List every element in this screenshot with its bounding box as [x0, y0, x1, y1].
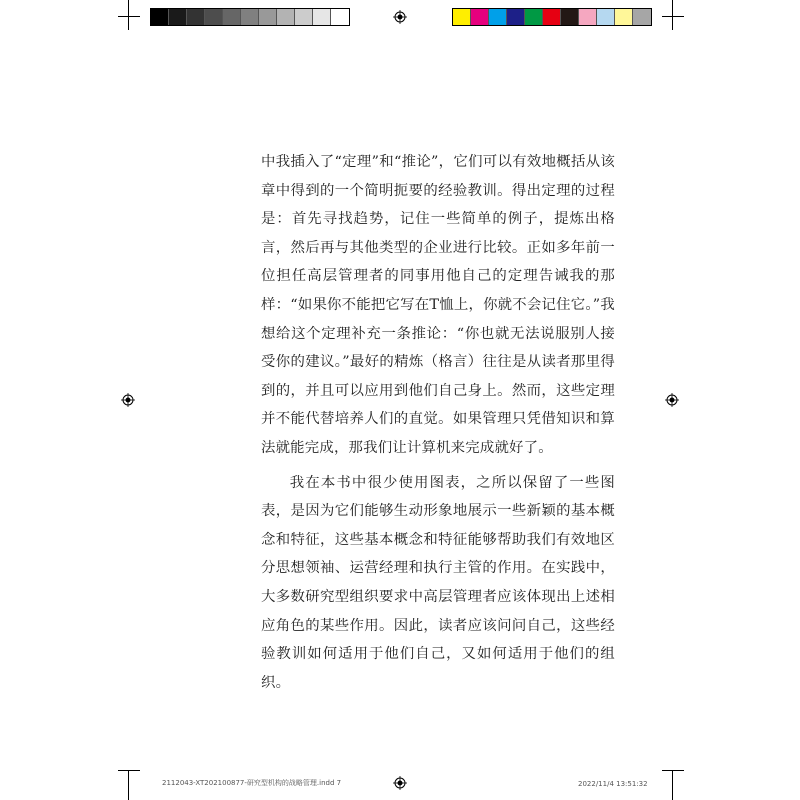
crop-mark-bottom-right-h: [662, 770, 684, 771]
color-swatch: [313, 9, 331, 25]
slug-timestamp: 2022/11/4 13:51:32: [578, 780, 648, 788]
paragraph-2: 我在本书中很少使用图表，之所以保留了一些图表，是因为它们能够生动形象地展示一些新颖的基本概念和特征，这些基本概念和特征能够帮助我们有效地区分思想领袖、运营经理和执行主管的作用。在实践中，大多数研究型组织要求中高层管理者应该体现出上述相应角色的某些作用。因此，读者应该问问自己，这些经验教训如何适用于他们自己，又如何适用于他们的组织。: [261, 474, 615, 691]
color-swatch: [169, 9, 187, 25]
registration-mark-right-icon: [665, 393, 679, 407]
crop-mark-bottom-right-v: [672, 770, 673, 800]
color-swatch: [525, 9, 543, 25]
color-swatch: [295, 9, 313, 25]
color-swatch: [597, 9, 615, 25]
color-swatch: [543, 9, 561, 25]
color-swatch: [241, 9, 259, 25]
color-swatch: [615, 9, 633, 25]
color-swatch: [277, 9, 295, 25]
color-swatch: [633, 9, 651, 25]
crop-mark-top-right-h: [662, 16, 684, 17]
crop-mark-top-left-v: [128, 0, 129, 30]
crop-mark-top-right-v: [672, 0, 673, 30]
crop-mark-bottom-left-v: [128, 770, 129, 800]
color-swatch: [453, 9, 471, 25]
color-swatch: [331, 9, 349, 25]
color-swatch: [489, 9, 507, 25]
registration-mark-left-icon: [121, 393, 135, 407]
paragraph-1: 中我插入了“定理”和“推论”，它们可以有效地概括从该章中得到的一个简明扼要的经验教训。得出定理的过程是：首先寻找趋势，记住一些简单的例子，提炼出格言，然后再与其他类型的企业进行比较。正如多年前一位担任高层管理者的同事用他自己的定理告诫我的那样：“如果你不能把它写在T恤上，你就不会记住它。”我想给这个定理补充一条推论：“你也就无法说服别人接受你的建议。”最好的精炼（格言）往往是从读者那里得到的，并且可以应用到他们自己身上。然而，这些定理并不能代替培养人们的直觉。如果管理只凭借知识和算法就能完成，那我们让计算机来完成就好了。: [261, 154, 615, 456]
color-swatch: [507, 9, 525, 25]
crop-mark-bottom-left-h: [118, 770, 140, 771]
slug-file-name: 2112043-XT202100877-研究型机构的战略管理.indd 7: [162, 779, 342, 787]
registration-mark-top-icon: [393, 10, 407, 24]
body-text: [261, 148, 615, 697]
color-swatch: [223, 9, 241, 25]
color-swatch: [187, 9, 205, 25]
color-swatch: [205, 9, 223, 25]
color-swatch: [471, 9, 489, 25]
color-swatch: [151, 9, 169, 25]
grayscale-color-bar: [150, 8, 350, 26]
color-swatch: [579, 9, 597, 25]
crop-mark-top-left-h: [118, 16, 140, 17]
registration-mark-bottom-icon: [393, 776, 407, 790]
process-color-bar: [452, 8, 652, 26]
color-swatch: [561, 9, 579, 25]
color-swatch: [259, 9, 277, 25]
